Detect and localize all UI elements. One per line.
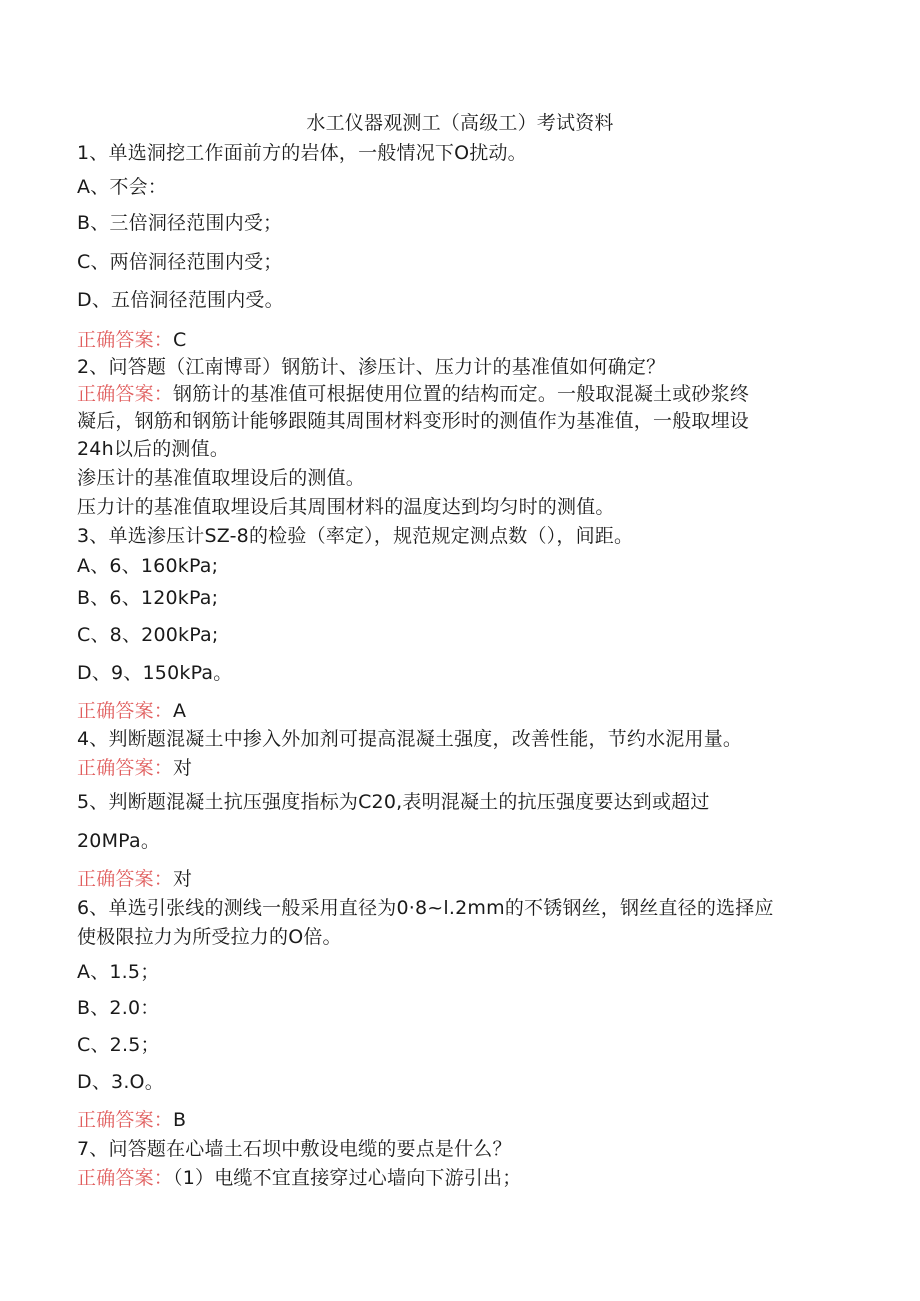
question-4-answer [77, 755, 192, 781]
question-3-stem: 3、单选渗压计SZ-8的检验（率定），规范规定测点数（），间距。 [77, 525, 634, 547]
question-6-stem-line-2: 使极限拉力为所受拉力的O倍。 [77, 926, 342, 948]
answer-label: 正确答案： [77, 383, 174, 405]
answer-label: 正确答案： [77, 1109, 174, 1131]
question-6-option-a: A、1.5； [77, 961, 160, 983]
answer-label: 正确答案： [77, 1167, 174, 1189]
document-title: 水工仪器观测工（高级工）考试资料 [306, 112, 614, 134]
question-3-option-a: A、6、160kPa; [77, 555, 219, 577]
answer-label: 正确答案： [77, 700, 174, 722]
question-6-stem-line-1: 6、单选引张线的测线一般采用直径为0·8~l.2mm的不锈钢丝，钢丝直径的选择应 [77, 897, 774, 919]
answer-value: C [173, 329, 187, 351]
question-5-stem-line-1: 5、判断题混凝土抗压强度指标为C20,表明混凝土的抗压强度要达到或超过 [77, 791, 710, 813]
answer-label: 正确答案： [77, 757, 174, 779]
question-2-stem: 2、问答题（江南博哥）钢筋计、渗压计、压力计的基准值如何确定？ [77, 356, 666, 378]
question-2-answer-line-3: 24h以后的测值。 [77, 438, 230, 460]
question-3-option-b: B、6、120kPa; [77, 587, 219, 609]
question-6-answer [77, 1107, 186, 1133]
question-1-option-c: C、两倍洞径范围内受； [77, 251, 283, 273]
question-7-answer [77, 1165, 521, 1191]
answer-text: （1）电缆不宜直接穿过心墙向下游引出； [173, 1167, 522, 1189]
question-6-option-d: D、3.O。 [77, 1071, 164, 1093]
answer-label: 正确答案： [77, 868, 174, 890]
question-3-option-d: D、9、150kPa。 [77, 662, 233, 684]
question-1-option-a: A、不会： [77, 176, 167, 198]
question-7-stem: 7、问答题在心墙土石坝中敷设电缆的要点是什么？ [77, 1138, 512, 1160]
question-3-answer [77, 698, 186, 724]
question-1-option-b: B、三倍洞径范围内受； [77, 212, 283, 234]
answer-value: 对 [173, 757, 193, 779]
question-6-option-c: C、2.5； [77, 1034, 160, 1056]
answer-label: 正确答案： [77, 329, 174, 351]
answer-value: A [173, 700, 187, 722]
question-6-option-b: B、2.0： [77, 997, 160, 1019]
question-1-option-d: D、五倍洞径范围内受。 [77, 289, 284, 311]
question-2-answer-line-4: 渗压计的基准值取埋设后的测值。 [77, 467, 366, 489]
answer-value: 对 [173, 868, 193, 890]
answer-text: 钢筋计的基准值可根据使用位置的结构而定。一般取混凝土或砂浆终 [173, 383, 750, 405]
question-3-option-c: C、8、200kPa; [77, 624, 219, 646]
question-1-stem: 1、单选洞挖工作面前方的岩体，一般情况下O扰动。 [77, 142, 527, 164]
question-1-answer [77, 327, 186, 353]
question-2-answer-line-2: 凝后，钢筋和钢筋计能够跟随其周围材料变形时的测值作为基准值，一般取埋设 [77, 410, 750, 432]
answer-value: B [173, 1109, 187, 1131]
question-4-stem: 4、判断题混凝土中掺入外加剂可提高混凝土强度，改善性能，节约水泥用量。 [77, 728, 743, 750]
question-2-answer-line-5: 压力计的基准值取埋设后其周围材料的温度达到均匀时的测值。 [77, 496, 615, 518]
question-5-answer [77, 866, 192, 892]
question-2-answer-line-1 [77, 381, 749, 407]
question-5-stem-line-2: 20MPa。 [77, 830, 161, 852]
